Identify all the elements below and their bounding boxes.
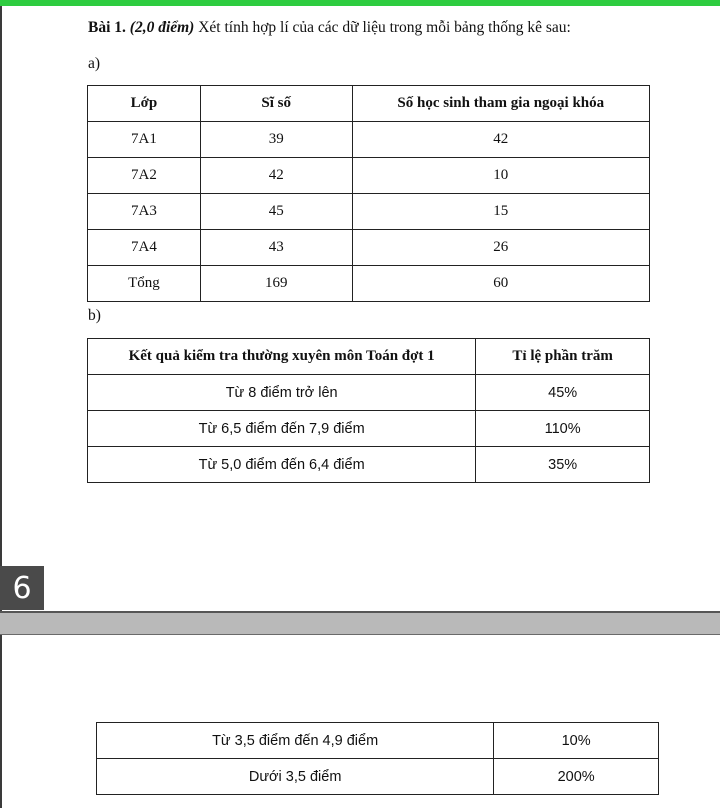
cell-percentage: 200% [494, 759, 659, 795]
table-row [88, 122, 650, 158]
page-divider-bottom [0, 634, 720, 635]
header-enrollment: Sĩ số [200, 86, 352, 122]
cell-extracurricular: 10 [352, 158, 649, 194]
page-number-badge: 6 [0, 566, 44, 610]
cell-class: 7A4 [88, 230, 201, 266]
table-header-row [88, 339, 650, 375]
table-row [88, 375, 650, 411]
part-b-label: b) [88, 307, 101, 324]
header-result-range: Kết quả kiểm tra thường xuyên môn Toán đợt 1 [88, 339, 476, 375]
exercise-text: Xét tính hợp lí của các dữ liệu trong mỗi bảng thống kê sau: [198, 19, 571, 36]
header-percentage: Tỉ lệ phần trăm [476, 339, 650, 375]
page-left-border-lower [0, 635, 2, 808]
top-accent-bar [0, 0, 720, 6]
cell-result-range: Từ 6,5 điểm đến 7,9 điểm [88, 411, 476, 447]
table-row [97, 723, 659, 759]
table-row [88, 447, 650, 483]
test-results-table [87, 338, 650, 483]
exercise-number: Bài 1. [88, 19, 126, 36]
header-extracurricular: Số học sinh tham gia ngoại khóa [352, 86, 649, 122]
cell-class: 7A2 [88, 158, 201, 194]
test-results-table-continued [96, 722, 659, 795]
table-row [88, 158, 650, 194]
header-class: Lớp [88, 86, 201, 122]
cell-enrollment: 42 [200, 158, 352, 194]
cell-enrollment: 43 [200, 230, 352, 266]
cell-result-range: Từ 8 điểm trở lên [88, 375, 476, 411]
part-a-label: a) [88, 55, 101, 72]
table-row [88, 411, 650, 447]
cell-extracurricular: 15 [352, 194, 649, 230]
cell-result-range: Từ 3,5 điểm đến 4,9 điểm [97, 723, 494, 759]
cell-result-range: Từ 5,0 điểm đến 6,4 điểm [88, 447, 476, 483]
cell-class: 7A1 [88, 122, 201, 158]
page-gap-band [0, 613, 720, 634]
cell-percentage: 35% [476, 447, 650, 483]
cell-percentage: 110% [476, 411, 650, 447]
cell-result-range: Dưới 3,5 điểm [97, 759, 494, 795]
exercise-points: (2,0 điểm) [129, 19, 195, 36]
cell-enrollment: 169 [200, 266, 352, 302]
class-participation-table [87, 85, 650, 302]
cell-percentage: 45% [476, 375, 650, 411]
cell-enrollment: 39 [200, 122, 352, 158]
cell-extracurricular: 42 [352, 122, 649, 158]
table-row [88, 194, 650, 230]
cell-class: 7A3 [88, 194, 201, 230]
exercise-heading [88, 19, 571, 37]
table-header-row [88, 86, 650, 122]
cell-extracurricular: 26 [352, 230, 649, 266]
table-row [97, 759, 659, 795]
cell-percentage: 10% [494, 723, 659, 759]
cell-enrollment: 45 [200, 194, 352, 230]
table-row [88, 230, 650, 266]
table-total-row [88, 266, 650, 302]
cell-class: Tổng [88, 266, 201, 302]
cell-extracurricular: 60 [352, 266, 649, 302]
page-left-border [0, 6, 2, 612]
